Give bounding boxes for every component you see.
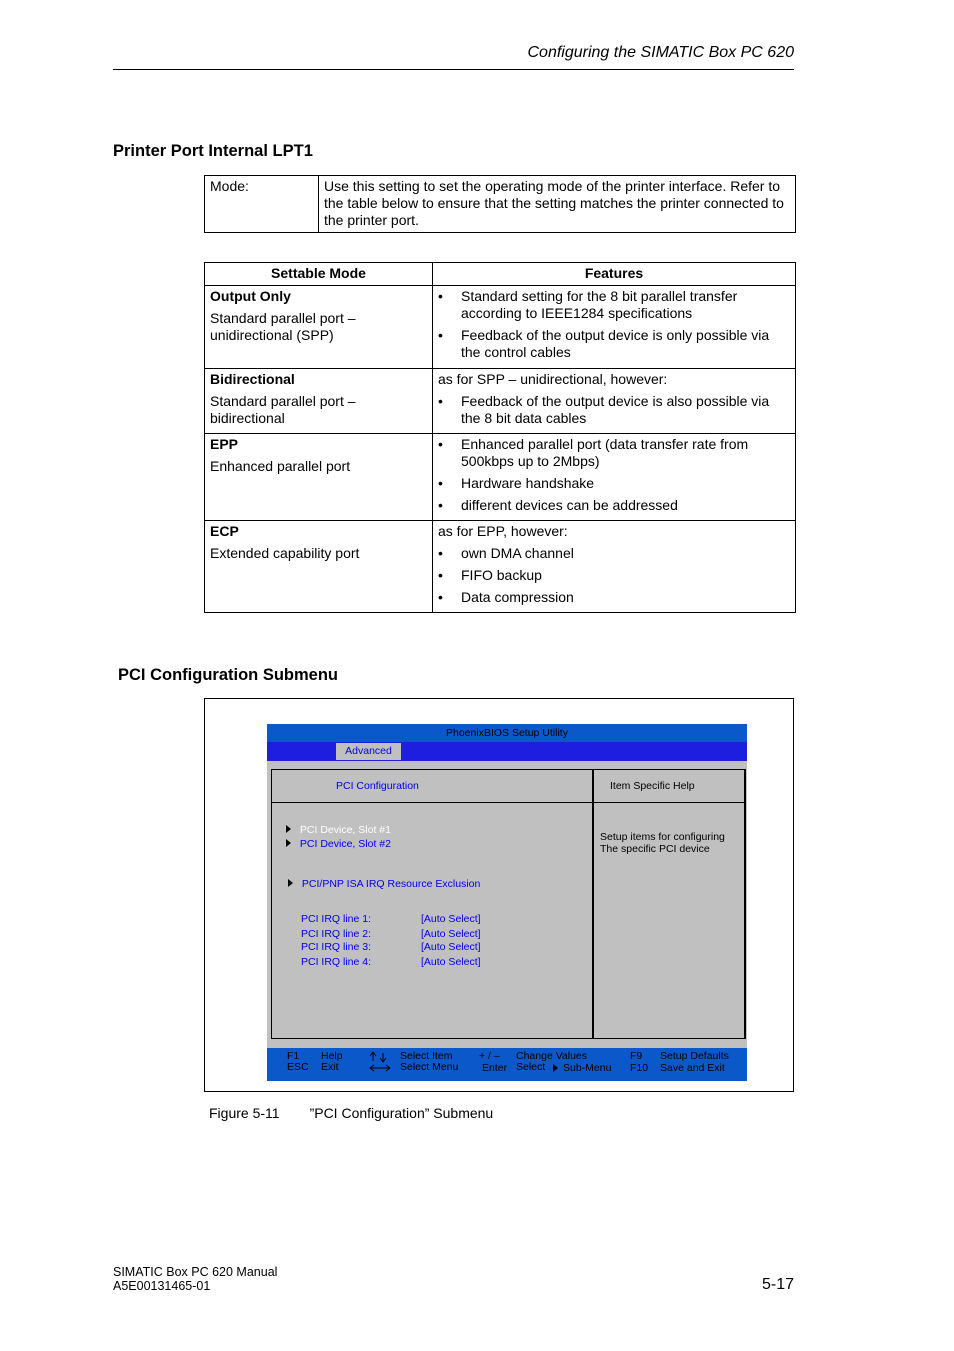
- features-lead: as for SPP – unidirectional, however:: [438, 371, 668, 387]
- bios-screen: [267, 724, 747, 1081]
- manual-title: SIMATIC Box PC 620 Manual: [113, 1265, 278, 1279]
- bullet-icon: •: [438, 545, 443, 561]
- table-row: [205, 286, 796, 369]
- list-item: • own DMA channel: [438, 545, 574, 561]
- list-item: • Enhanced parallel port (data transfer rate from 500kbps up to 2Mbps): [438, 436, 749, 469]
- submenu-item-slot2[interactable]: PCI Device, Slot #2: [286, 838, 391, 850]
- submenu-item-slot1[interactable]: PCI Device, Slot #1: [286, 824, 391, 836]
- bios-main-panel: [271, 769, 593, 1039]
- triangle-right-icon: [286, 825, 291, 833]
- key-f1: F1: [287, 1050, 300, 1062]
- bullet-icon: •: [438, 589, 443, 605]
- bios-keybar: [267, 1048, 747, 1081]
- mode-table: [204, 175, 796, 233]
- features-table: [204, 262, 796, 613]
- key-enter: Enter: [482, 1062, 508, 1074]
- help-divider: [594, 802, 744, 803]
- bullet-icon: •: [438, 436, 443, 452]
- bullet-icon: •: [438, 288, 443, 304]
- column-header-mode: Settable Mode: [205, 263, 433, 286]
- list-item: • different devices can be addressed: [438, 497, 678, 513]
- bios-title: PhoenixBIOS Setup Utility: [267, 724, 747, 742]
- key-f10: F10: [630, 1062, 649, 1074]
- key-plus-minus: + / –: [479, 1050, 500, 1062]
- list-item: • Feedback of the output device is also possible via the 8 bit data cables: [438, 393, 770, 426]
- help-text-line-1: Setup items for configuring: [600, 831, 725, 843]
- bullet-icon: •: [438, 497, 443, 513]
- mode-desc: Standard parallel port – unidirectional (SPP): [210, 310, 356, 343]
- arrow-keys-icon: [369, 1051, 391, 1073]
- irq-line-2-label: PCI IRQ line 2:: [301, 928, 372, 940]
- page-number: 5-17: [761, 1276, 794, 1293]
- bios-help-panel: [593, 769, 746, 1039]
- triangle-right-icon: [288, 879, 293, 887]
- table-row: [205, 521, 796, 613]
- key-help-label: Help: [321, 1050, 343, 1062]
- irq-line-3-value[interactable]: [Auto Select]: [421, 941, 481, 953]
- key-sub-menu-label: Sub-Menu: [563, 1062, 612, 1074]
- irq-line-2-value[interactable]: [Auto Select]: [421, 928, 481, 940]
- figure-caption-text: ”PCI Configuration” Submenu: [309, 1105, 494, 1121]
- mode-label: Mode:: [205, 176, 319, 233]
- bullet-icon: •: [438, 393, 443, 409]
- mode-name: EPP: [210, 436, 239, 452]
- mode-desc: Enhanced parallel port: [210, 458, 351, 474]
- features-lead: as for EPP, however:: [438, 523, 568, 539]
- key-select-item-label: Select Item: [400, 1050, 453, 1062]
- key-select-menu-label: Select Menu: [400, 1061, 459, 1073]
- figure-caption: [209, 1105, 493, 1121]
- key-change-values-label: Change Values: [516, 1050, 588, 1062]
- list-item: • Feedback of the output device is only possible via the control cables: [438, 327, 770, 360]
- irq-line-1-value[interactable]: [Auto Select]: [421, 913, 481, 925]
- mode-name: Output Only: [210, 288, 291, 304]
- key-save-exit-label: Save and Exit: [660, 1062, 725, 1074]
- irq-line-4-value[interactable]: [Auto Select]: [421, 956, 481, 968]
- key-esc: ESC: [287, 1061, 309, 1073]
- irq-line-3-label: PCI IRQ line 3:: [301, 941, 372, 953]
- list-item: • Standard setting for the 8 bit parallel transfer according to IEEE1284 specifications: [438, 288, 738, 321]
- table-row: [205, 434, 796, 521]
- mode-name: ECP: [210, 523, 239, 539]
- bios-menubar: [267, 742, 747, 761]
- key-select-label: Select: [516, 1061, 546, 1073]
- section-title-pci-config: PCI Configuration Submenu: [118, 666, 338, 684]
- list-item: • FIFO backup: [438, 567, 542, 583]
- list-item: • Data compression: [438, 589, 574, 605]
- help-text-line-2: The specific PCI device: [600, 843, 710, 855]
- key-setup-defaults-label: Setup Defaults: [660, 1050, 729, 1062]
- submenu-item-irq-exclusion[interactable]: PCI/PNP ISA IRQ Resource Exclusion: [288, 878, 480, 890]
- column-header-features: Features: [433, 263, 796, 286]
- doc-number: A5E00131465-01: [113, 1279, 211, 1293]
- mode-desc: Extended capability port: [210, 545, 360, 561]
- triangle-right-icon: [286, 839, 291, 847]
- bullet-icon: •: [438, 475, 443, 491]
- table-row: [205, 369, 796, 434]
- irq-line-1-label: PCI IRQ line 1:: [301, 913, 372, 925]
- mode-description: Use this setting to set the operating mode of the printer interface. Refer to the table below to ensure that the setting matches the printer connected to the printer port.: [319, 176, 796, 233]
- triangle-right-icon: [553, 1064, 558, 1072]
- page-footer: [113, 1265, 277, 1293]
- bullet-icon: •: [438, 327, 443, 343]
- panel-title: PCI Configuration: [336, 780, 419, 792]
- key-f9: F9: [630, 1050, 643, 1062]
- header-rule: [113, 69, 794, 70]
- bullet-icon: •: [438, 567, 443, 583]
- key-exit-label: Exit: [321, 1061, 339, 1073]
- mode-desc: Standard parallel port – bidirectional: [210, 393, 356, 426]
- mode-name: Bidirectional: [210, 371, 295, 387]
- tab-advanced[interactable]: Advanced: [336, 743, 401, 760]
- section-title-printer-port: Printer Port Internal LPT1: [113, 142, 313, 160]
- running-header: Configuring the SIMATIC Box PC 620: [527, 44, 794, 61]
- irq-line-4-label: PCI IRQ line 4:: [301, 956, 372, 968]
- help-title: Item Specific Help: [610, 780, 695, 792]
- panel-divider: [272, 802, 592, 803]
- figure-number: Figure 5-11: [209, 1105, 280, 1121]
- list-item: • Hardware handshake: [438, 475, 595, 491]
